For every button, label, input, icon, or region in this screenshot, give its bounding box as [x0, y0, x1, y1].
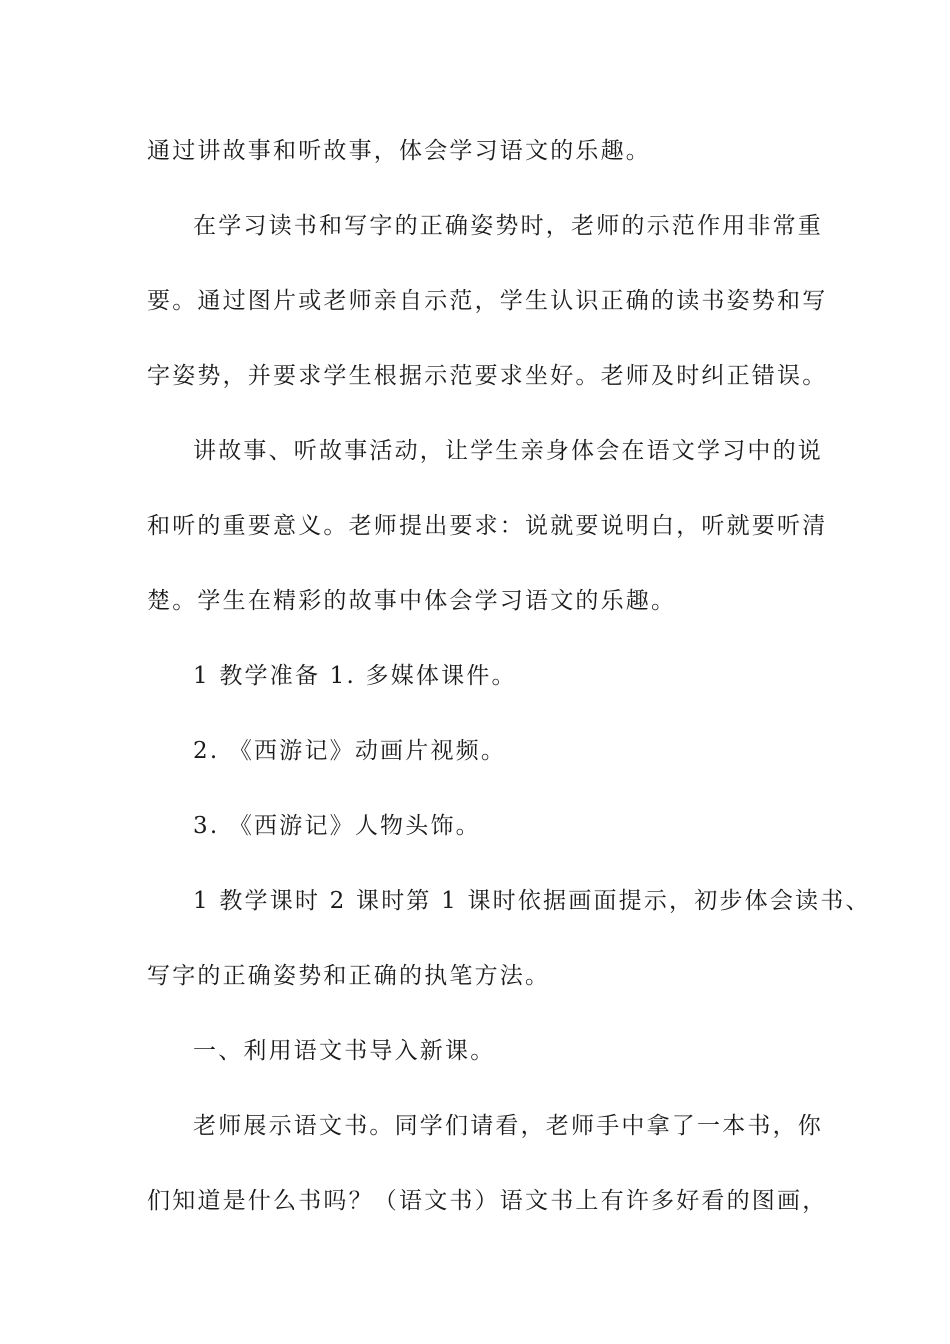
text-line: 通过讲故事和听故事，体会学习语文的乐趣。	[147, 138, 651, 164]
text-line: 字姿势，并要求学生根据示范要求坐好。老师及时纠正错误。	[147, 363, 828, 389]
text-line: 写字的正确姿势和正确的执笔方法。	[147, 963, 551, 989]
text-line: 3. 《西游记》人物头饰。	[193, 813, 481, 839]
text-line: 2. 《西游记》动画片视频。	[193, 738, 507, 764]
text-line: 在学习读书和写字的正确姿势时，老师的示范作用非常重	[193, 213, 823, 239]
text-line: 楚。学生在精彩的故事中体会学习语文的乐趣。	[147, 588, 677, 614]
text-line: 要。通过图片或老师亲自示范，学生认识正确的读书姿势和写	[147, 288, 828, 314]
text-line: 1 教学课时 2 课时第 1 课时依据画面提示，初步体会读书、	[193, 888, 871, 914]
text-line: 老师展示语文书。同学们请看，老师手中拿了一本书，你	[193, 1113, 823, 1139]
text-line: 一、利用语文书导入新课。	[193, 1038, 496, 1064]
text-line: 讲故事、听故事活动，让学生亲身体会在语文学习中的说	[193, 438, 823, 464]
text-line: 和听的重要意义。老师提出要求：说就要说明白，听就要听清	[147, 513, 828, 539]
text-line: 们知道是什么书吗？（语文书）语文书上有许多好看的图画，	[147, 1188, 828, 1214]
text-line: 1 教学准备 1. 多媒体课件。	[193, 663, 517, 689]
